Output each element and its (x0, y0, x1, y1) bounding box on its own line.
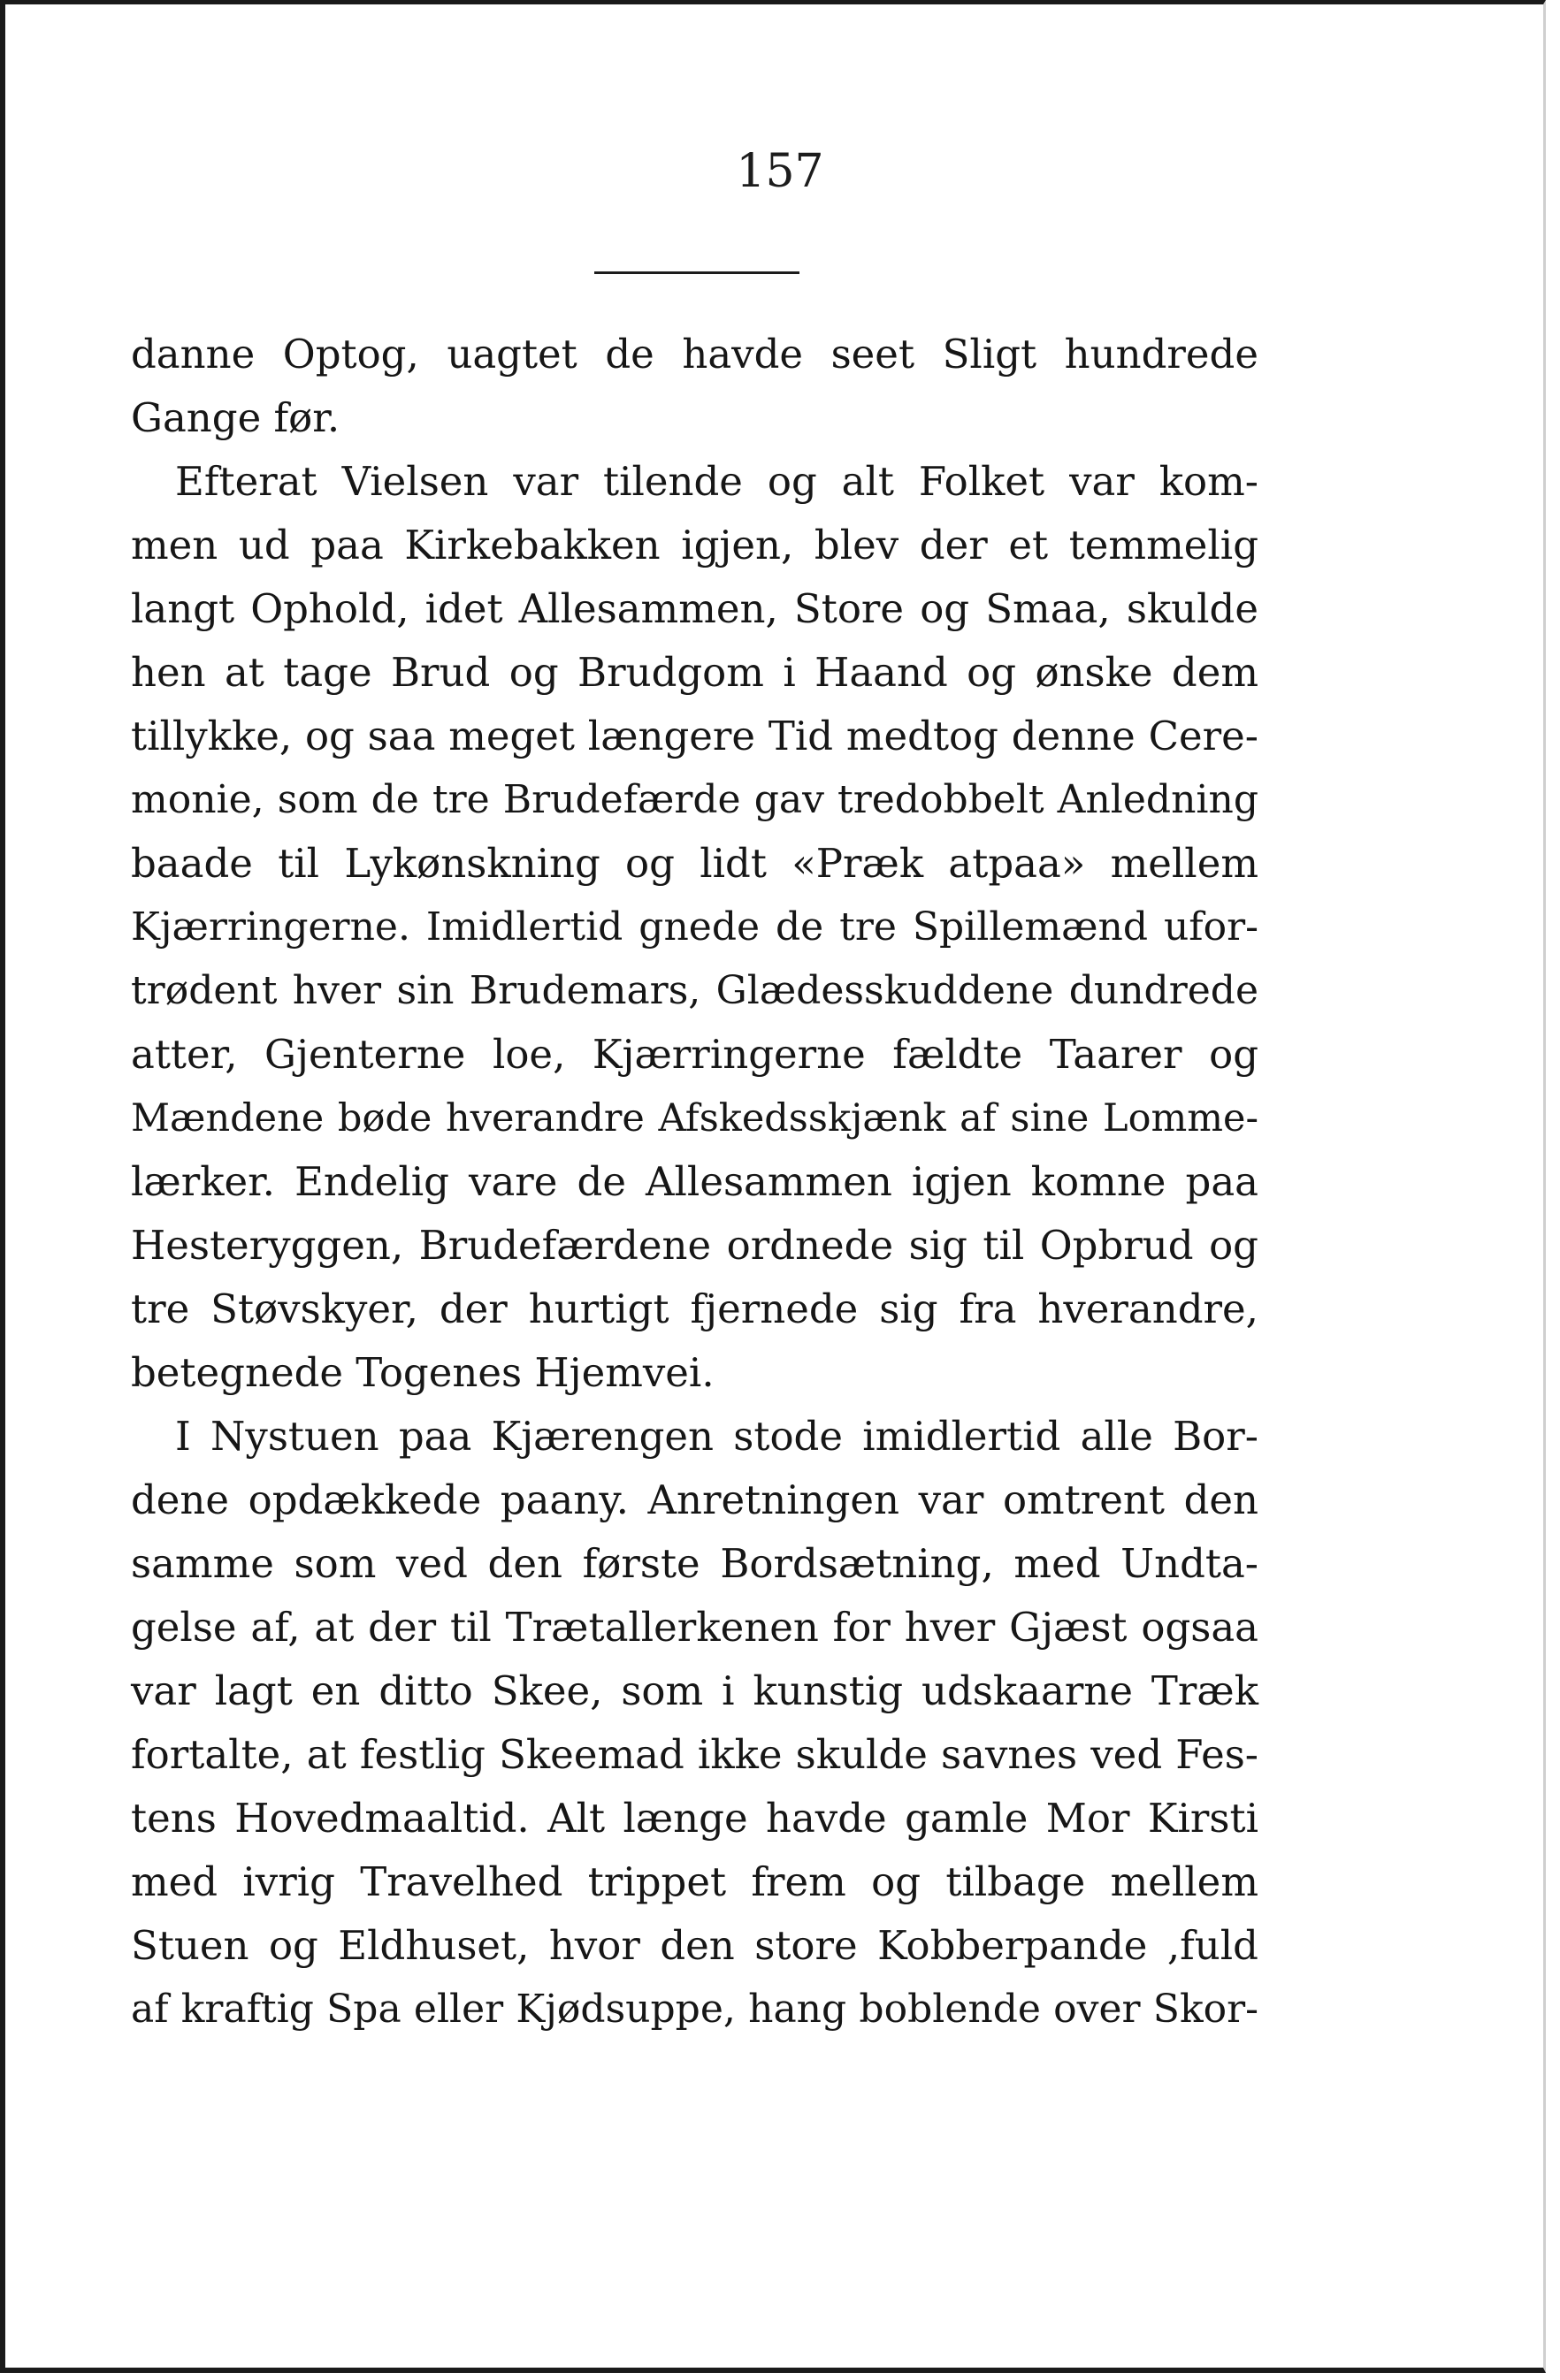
text-line: langt Ophold, idet Allesammen, Store og Smaa, skulde (131, 585, 1258, 632)
body-text (131, 323, 1258, 2041)
text-line: tre Støvskyer, der hurtigt fjernede sig fra hverandre, (131, 1285, 1258, 1332)
text-line: tillykke, og saa meget længere Tid medtog denne Cere- (131, 713, 1258, 759)
text-line: men ud paa Kirkebakken igjen, blev der et temmelig (131, 522, 1258, 568)
text-line: var lagt en ditto Skee, som i kunstig udskaarne Træk (131, 1667, 1258, 1714)
text-line: tens Hovedmaaltid. Alt længe havde gamle Mor Kirsti (131, 1795, 1258, 1842)
text-line: atter, Gjenterne loe, Kjærringerne fældte Taarer og (131, 1031, 1258, 1078)
text-line: gelse af, at der til Trætallerkenen for hver Gjæst ogsaa (131, 1604, 1258, 1651)
text-line: trødent hver sin Brudemars, Glædesskuddene dundrede (131, 968, 1258, 1013)
text-line: Efterat Vielsen var tilende og alt Folket var kom- (175, 458, 1258, 505)
text-line: dene opdækkede paany. Anretningen var omtrent den (131, 1476, 1258, 1523)
text-line: af kraftig Spa eller Kjødsuppe, hang boblende over Skor- (131, 1987, 1258, 2032)
page-number: 157 (736, 145, 824, 198)
text-line: hen at tage Brud og Brudgom i Haand og ønske dem (131, 649, 1258, 696)
text-line: baade til Lykønskning og lidt «Præk atpaa» mellem (131, 840, 1258, 887)
text-line: samme som ved den første Bordsætning, med Undta- (131, 1540, 1258, 1587)
text-line: Gange før. (131, 394, 340, 441)
text-line: danne Optog, uagtet de havde seet Sligt hundrede (131, 331, 1258, 378)
text-line: Hesteryggen, Brudefærdene ordnede sig til Opbrud og (131, 1222, 1258, 1269)
text-line: I Nystuen paa Kjærengen stode imidlertid alle Bor- (175, 1413, 1258, 1460)
text-line: monie, som de tre Brudefærde gav tredobbelt Anledning (131, 777, 1258, 822)
text-line: fortalte, at festlig Skeemad ikke skulde savnes ved Fes- (131, 1731, 1258, 1778)
header-rule (594, 271, 799, 274)
text-line: Stuen og Eldhuset, hvor den store Kobberpande ,fuld (131, 1922, 1258, 1969)
text-line: Mændene bøde hverandre Afskedsskjænk af sine Lomme- (131, 1096, 1258, 1140)
text-line: med ivrig Travelhed trippet frem og tilbage mellem (131, 1858, 1258, 1905)
text-line: lærker. Endelig vare de Allesammen igjen komne paa (131, 1158, 1258, 1205)
text-line: Kjærringerne. Imidlertid gnede de tre Spillemænd ufor- (131, 904, 1258, 950)
text-line: betegnede Togenes Hjemvei. (131, 1349, 715, 1396)
